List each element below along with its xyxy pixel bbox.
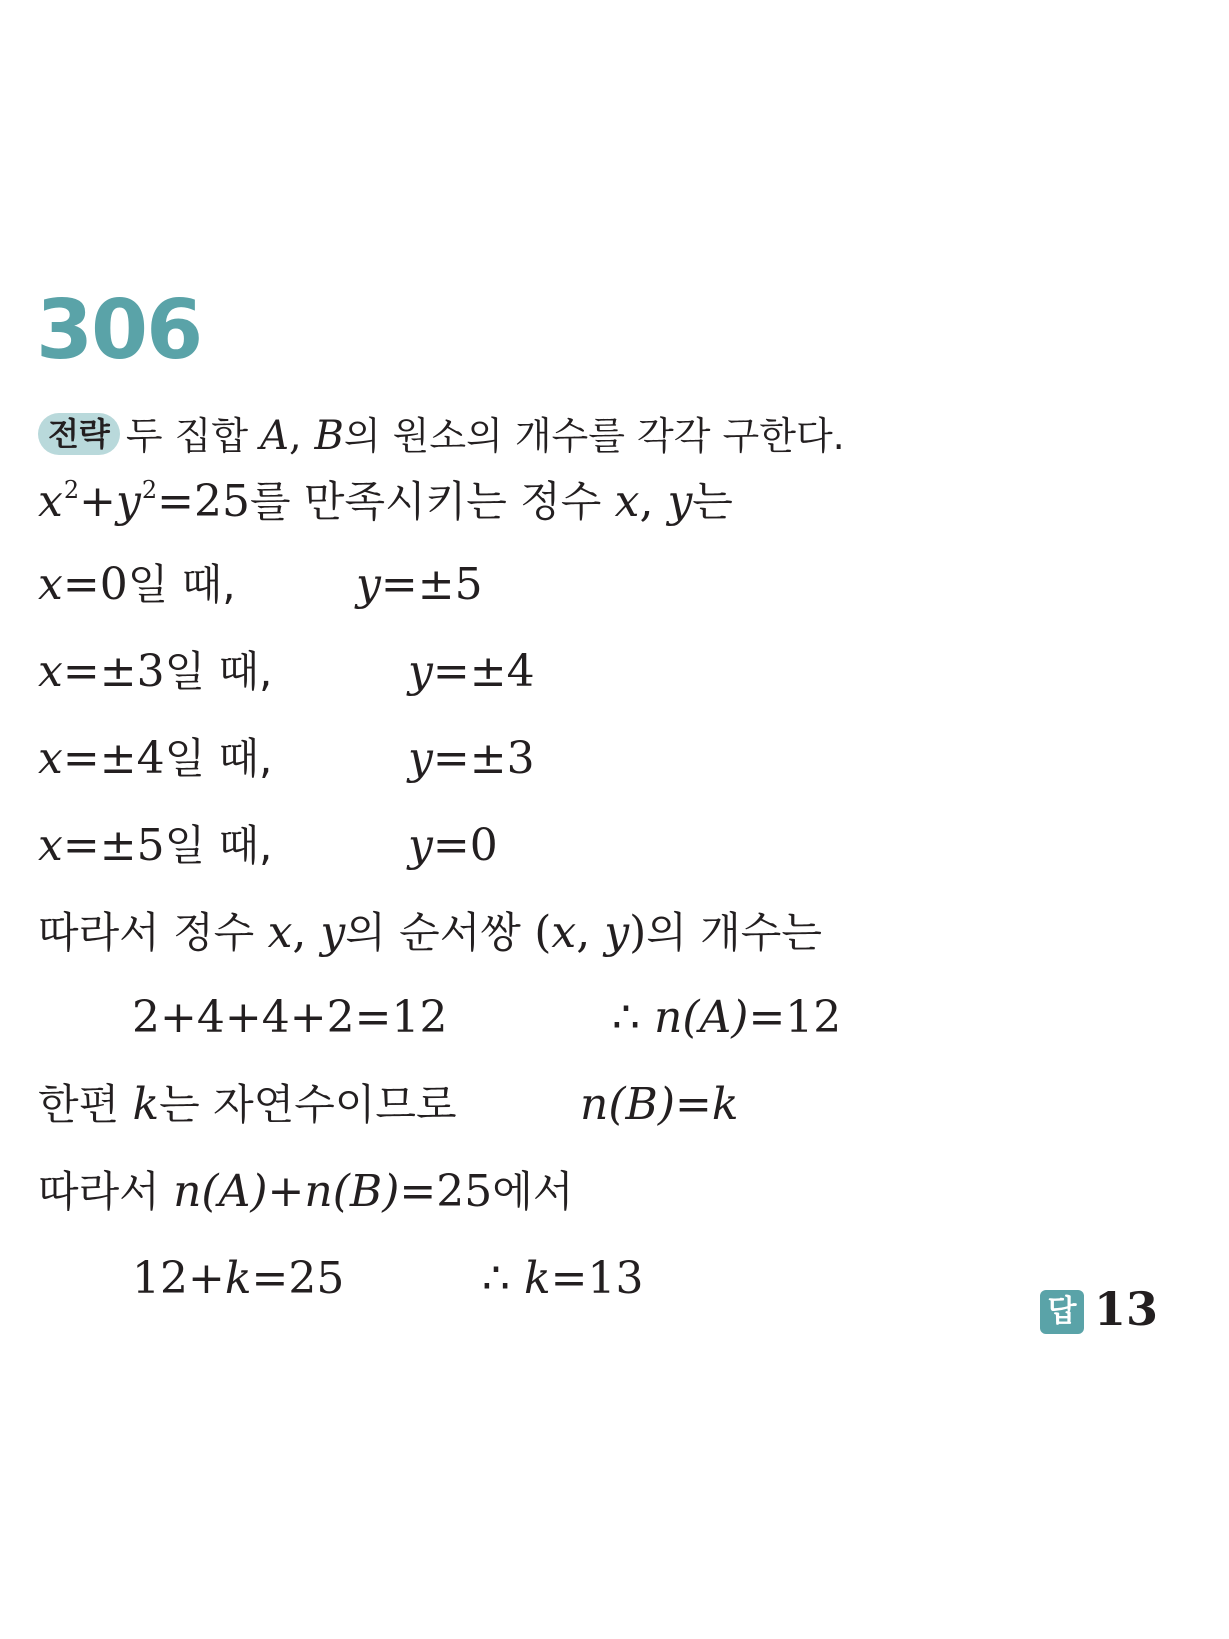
plus-sign: + xyxy=(79,476,116,527)
answer xyxy=(1040,1282,1158,1336)
strategy-text-1: 두 집합 xyxy=(125,414,261,458)
n-a-argument: (A) xyxy=(682,992,749,1043)
strategy-separator: , xyxy=(289,413,315,459)
n-b-result xyxy=(580,1079,739,1130)
line6-y: y xyxy=(320,907,346,958)
case-1-x: x xyxy=(38,559,63,610)
case-1-y-value: =±5 xyxy=(380,559,483,610)
line1-text-1: 를 만족시키는 정수 xyxy=(249,477,615,526)
line1-text-2: 는 xyxy=(692,477,733,526)
line8-k-2: k xyxy=(711,1079,739,1130)
line8-n: n xyxy=(580,1079,609,1130)
line6-open-paren: ( xyxy=(534,907,552,958)
line8-text-1: 한편 xyxy=(38,1080,133,1129)
case-1-text: 일 때, xyxy=(127,560,236,609)
line6-x: x xyxy=(267,907,293,958)
case-4-x: x xyxy=(38,820,63,871)
answer-value: 13 xyxy=(1094,1282,1159,1336)
line8-text-2: 는 자연수이므로 xyxy=(159,1080,457,1129)
case-row-4 xyxy=(38,820,498,871)
line6-separator-2: , xyxy=(576,907,605,958)
natural-number-line xyxy=(38,1079,739,1130)
therefore-symbol: ∴ xyxy=(612,992,654,1043)
line1-separator: , xyxy=(639,476,668,527)
case-3-text: 일 때, xyxy=(164,734,273,783)
ordered-pair-line xyxy=(38,907,822,958)
case-3-x: x xyxy=(38,733,63,784)
line6-close-paren: ) xyxy=(629,907,647,958)
answer-badge: 답 xyxy=(1040,1290,1084,1334)
case-1-x-value: =0 xyxy=(62,559,128,610)
sum-line xyxy=(132,992,842,1043)
n-symbol: n xyxy=(653,992,683,1043)
line6-text-2: 의 순서쌍 xyxy=(345,908,535,957)
equation-line-1 xyxy=(38,476,733,527)
n-b-argument: (B) xyxy=(608,1079,676,1130)
case-4-y: y xyxy=(408,820,433,871)
final-equation-line xyxy=(132,1253,644,1304)
k-result xyxy=(482,1253,644,1304)
strategy-set-b: B xyxy=(314,413,344,459)
line8-equals: = xyxy=(675,1079,712,1130)
case-3-y-value: =±3 xyxy=(432,733,535,784)
line9-text-2: 에서 xyxy=(492,1167,574,1216)
case-4-y-value: =0 xyxy=(432,820,498,871)
case-2-x-value: =±3 xyxy=(62,646,165,697)
equals-25: =25 xyxy=(157,476,250,527)
line9-arg-1: (A) xyxy=(201,1166,268,1217)
var-x-2: x xyxy=(614,476,640,527)
line10-lhs: 12+ xyxy=(132,1253,225,1304)
case-1-y-group xyxy=(356,559,483,610)
line10-rhs: =25 xyxy=(251,1253,345,1304)
var-x: x xyxy=(38,476,63,527)
line6-x-2: x xyxy=(551,907,577,958)
case-2-text: 일 때, xyxy=(164,647,273,696)
line6-separator: , xyxy=(292,907,321,958)
line6-text-1: 따라서 정수 xyxy=(38,908,268,957)
case-4-x-value: =±5 xyxy=(62,820,165,871)
case-row-2 xyxy=(38,646,535,697)
case-row-1 xyxy=(38,559,483,610)
case-4-y-group xyxy=(408,820,498,871)
line10-value: =13 xyxy=(550,1253,644,1304)
strategy-set-a: A xyxy=(260,413,290,459)
line8-k: k xyxy=(132,1079,160,1130)
var-y: y xyxy=(115,476,141,527)
line6-y-2: y xyxy=(604,907,630,958)
line10-k-2: k xyxy=(523,1253,551,1304)
case-1-y: y xyxy=(356,559,381,610)
exponent-x: 2 xyxy=(63,476,80,504)
line9-arg-2: (B) xyxy=(332,1166,400,1217)
strategy-text-2: 의 원소의 개수를 각각 구한다. xyxy=(343,414,845,458)
strategy-line xyxy=(38,413,845,459)
case-4-text: 일 때, xyxy=(164,821,273,870)
total-line xyxy=(38,1166,574,1217)
line9-text-1: 따라서 xyxy=(38,1167,174,1216)
line9-n-2: n xyxy=(304,1166,333,1217)
exponent-y: 2 xyxy=(141,476,158,504)
line10-therefore: ∴ xyxy=(482,1253,524,1304)
line9-value: =25 xyxy=(399,1166,493,1217)
line9-n-1: n xyxy=(173,1166,202,1217)
strategy-badge: 전략 xyxy=(38,413,120,455)
case-2-y-value: =±4 xyxy=(432,646,535,697)
line9-plus: + xyxy=(267,1166,305,1217)
n-a-value: =12 xyxy=(748,992,842,1043)
case-2-y: y xyxy=(408,646,433,697)
case-3-y-group xyxy=(408,733,535,784)
case-row-3 xyxy=(38,733,535,784)
case-2-x: x xyxy=(38,646,63,697)
case-3-x-value: =±4 xyxy=(62,733,165,784)
line10-k: k xyxy=(224,1253,252,1304)
case-3-y: y xyxy=(408,733,433,784)
var-y-2: y xyxy=(667,476,693,527)
line6-text-3: 의 개수는 xyxy=(646,908,822,957)
n-a-result xyxy=(612,992,842,1043)
problem-number: 306 xyxy=(36,283,202,378)
case-2-y-group xyxy=(408,646,535,697)
sum-expression: 2+4+4+2=12 xyxy=(132,992,448,1043)
